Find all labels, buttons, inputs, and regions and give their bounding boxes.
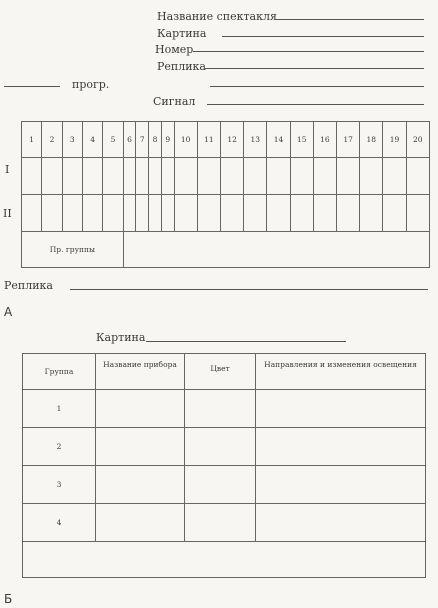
section-letter-a: А: [4, 305, 13, 319]
grid-cell[interactable]: [161, 195, 174, 232]
cue-label: Реплика: [157, 60, 206, 73]
row-i: [22, 158, 430, 195]
header-color: Цвет: [185, 354, 256, 390]
number-line: [193, 51, 424, 52]
column-number: 11: [197, 122, 220, 158]
grid-cell[interactable]: [337, 195, 360, 232]
grid-cell[interactable]: [360, 195, 383, 232]
footer-cue-label: Реплика: [4, 279, 53, 292]
title-label: Название спектакля: [157, 10, 277, 23]
column-number: 7: [136, 122, 149, 158]
grid-cell[interactable]: [290, 158, 313, 195]
group-number: 2: [23, 428, 96, 466]
channel-number-row: [22, 122, 430, 158]
color-cell[interactable]: [185, 390, 256, 428]
grid-cell[interactable]: [290, 195, 313, 232]
grid-cell[interactable]: [42, 195, 62, 232]
table-row-empty: [23, 542, 426, 578]
column-number: 18: [360, 122, 383, 158]
lighting-table-header: [23, 354, 426, 390]
group-number: 4: [23, 504, 96, 542]
grid-cell[interactable]: [103, 158, 123, 195]
table-row: [23, 428, 426, 466]
header-device: Название прибора: [96, 354, 185, 390]
grid-cell[interactable]: [82, 195, 102, 232]
grid-cell[interactable]: [42, 158, 62, 195]
grid-cell[interactable]: [360, 158, 383, 195]
column-number: 19: [383, 122, 406, 158]
channel-grid: [21, 121, 430, 268]
grid-cell[interactable]: [406, 195, 429, 232]
scene-line: [222, 36, 424, 37]
column-number: 14: [267, 122, 290, 158]
grid-cell[interactable]: [197, 195, 220, 232]
cue-line: [205, 68, 424, 69]
column-number: 16: [313, 122, 336, 158]
table-row: [23, 466, 426, 504]
device-cell[interactable]: [96, 466, 185, 504]
prog-line: [4, 86, 60, 87]
grid-cell[interactable]: [123, 195, 136, 232]
row-ii: [22, 195, 430, 232]
direction-cell[interactable]: [256, 466, 426, 504]
column-number: 2: [42, 122, 62, 158]
header-group: Группа: [23, 354, 96, 390]
group-number: 1: [23, 390, 96, 428]
grid-cell[interactable]: [313, 158, 336, 195]
table-row: [23, 390, 426, 428]
column-number: 13: [244, 122, 267, 158]
group-number: 3: [23, 466, 96, 504]
grid-cell[interactable]: [22, 195, 42, 232]
grid-cell[interactable]: [244, 195, 267, 232]
prog-line-right: [210, 86, 424, 87]
form-b-scene-label: Картина: [96, 331, 146, 344]
grid-cell[interactable]: [197, 158, 220, 195]
device-cell[interactable]: [96, 504, 185, 542]
column-number: 4: [82, 122, 102, 158]
section-letter-b: Б: [4, 592, 13, 606]
grid-cell[interactable]: [62, 158, 82, 195]
grid-cell[interactable]: [62, 195, 82, 232]
color-cell[interactable]: [185, 504, 256, 542]
lighting-table: [22, 353, 426, 578]
grid-cell[interactable]: [22, 158, 42, 195]
grid-cell[interactable]: [123, 158, 136, 195]
signal-label: Сигнал: [153, 95, 196, 108]
column-number: 10: [174, 122, 197, 158]
grid-cell[interactable]: [103, 195, 123, 232]
grid-cell[interactable]: [149, 195, 162, 232]
color-cell[interactable]: [185, 466, 256, 504]
prog-label: прогр.: [72, 78, 110, 91]
form-b-scene-line: [146, 341, 346, 342]
grid-cell[interactable]: [161, 158, 174, 195]
grid-cell[interactable]: [313, 195, 336, 232]
notes-cell[interactable]: [23, 542, 426, 578]
grid-cell[interactable]: [136, 195, 149, 232]
grid-cell[interactable]: [383, 195, 406, 232]
color-cell[interactable]: [185, 428, 256, 466]
device-cell[interactable]: [96, 428, 185, 466]
row-label-ii: II: [3, 207, 12, 220]
grid-cell[interactable]: [220, 195, 243, 232]
header-direction: Направления и изменения освещения: [256, 354, 426, 390]
grid-cell[interactable]: [267, 195, 290, 232]
grid-cell[interactable]: [174, 158, 197, 195]
row-label-i: I: [5, 163, 10, 176]
grid-cell[interactable]: [220, 158, 243, 195]
column-number: 6: [123, 122, 136, 158]
grid-cell[interactable]: [136, 158, 149, 195]
grid-cell[interactable]: [337, 158, 360, 195]
column-number: 17: [337, 122, 360, 158]
footer-cue-line: [70, 289, 428, 290]
scene-label: Картина: [157, 27, 207, 40]
device-cell[interactable]: [96, 390, 185, 428]
number-label: Номер: [155, 43, 194, 56]
direction-cell[interactable]: [256, 504, 426, 542]
column-number: 1: [22, 122, 42, 158]
column-number: 3: [62, 122, 82, 158]
column-number: 12: [220, 122, 243, 158]
grid-cell[interactable]: [82, 158, 102, 195]
preset-groups-label: Пр. группы: [22, 232, 124, 268]
grid-cell[interactable]: [406, 158, 429, 195]
signal-line: [207, 104, 424, 105]
grid-cell[interactable]: [174, 195, 197, 232]
grid-cell[interactable]: [149, 158, 162, 195]
preset-groups-field[interactable]: [123, 232, 429, 268]
grid-cell[interactable]: [244, 158, 267, 195]
table-row: [23, 504, 426, 542]
direction-cell[interactable]: [256, 390, 426, 428]
column-number: 5: [103, 122, 123, 158]
direction-cell[interactable]: [256, 428, 426, 466]
column-number: 8: [149, 122, 162, 158]
preset-groups-row: [22, 232, 430, 268]
grid-cell[interactable]: [383, 158, 406, 195]
title-line: [276, 19, 424, 20]
grid-cell[interactable]: [267, 158, 290, 195]
column-number: 9: [161, 122, 174, 158]
column-number: 15: [290, 122, 313, 158]
column-number: 20: [406, 122, 429, 158]
